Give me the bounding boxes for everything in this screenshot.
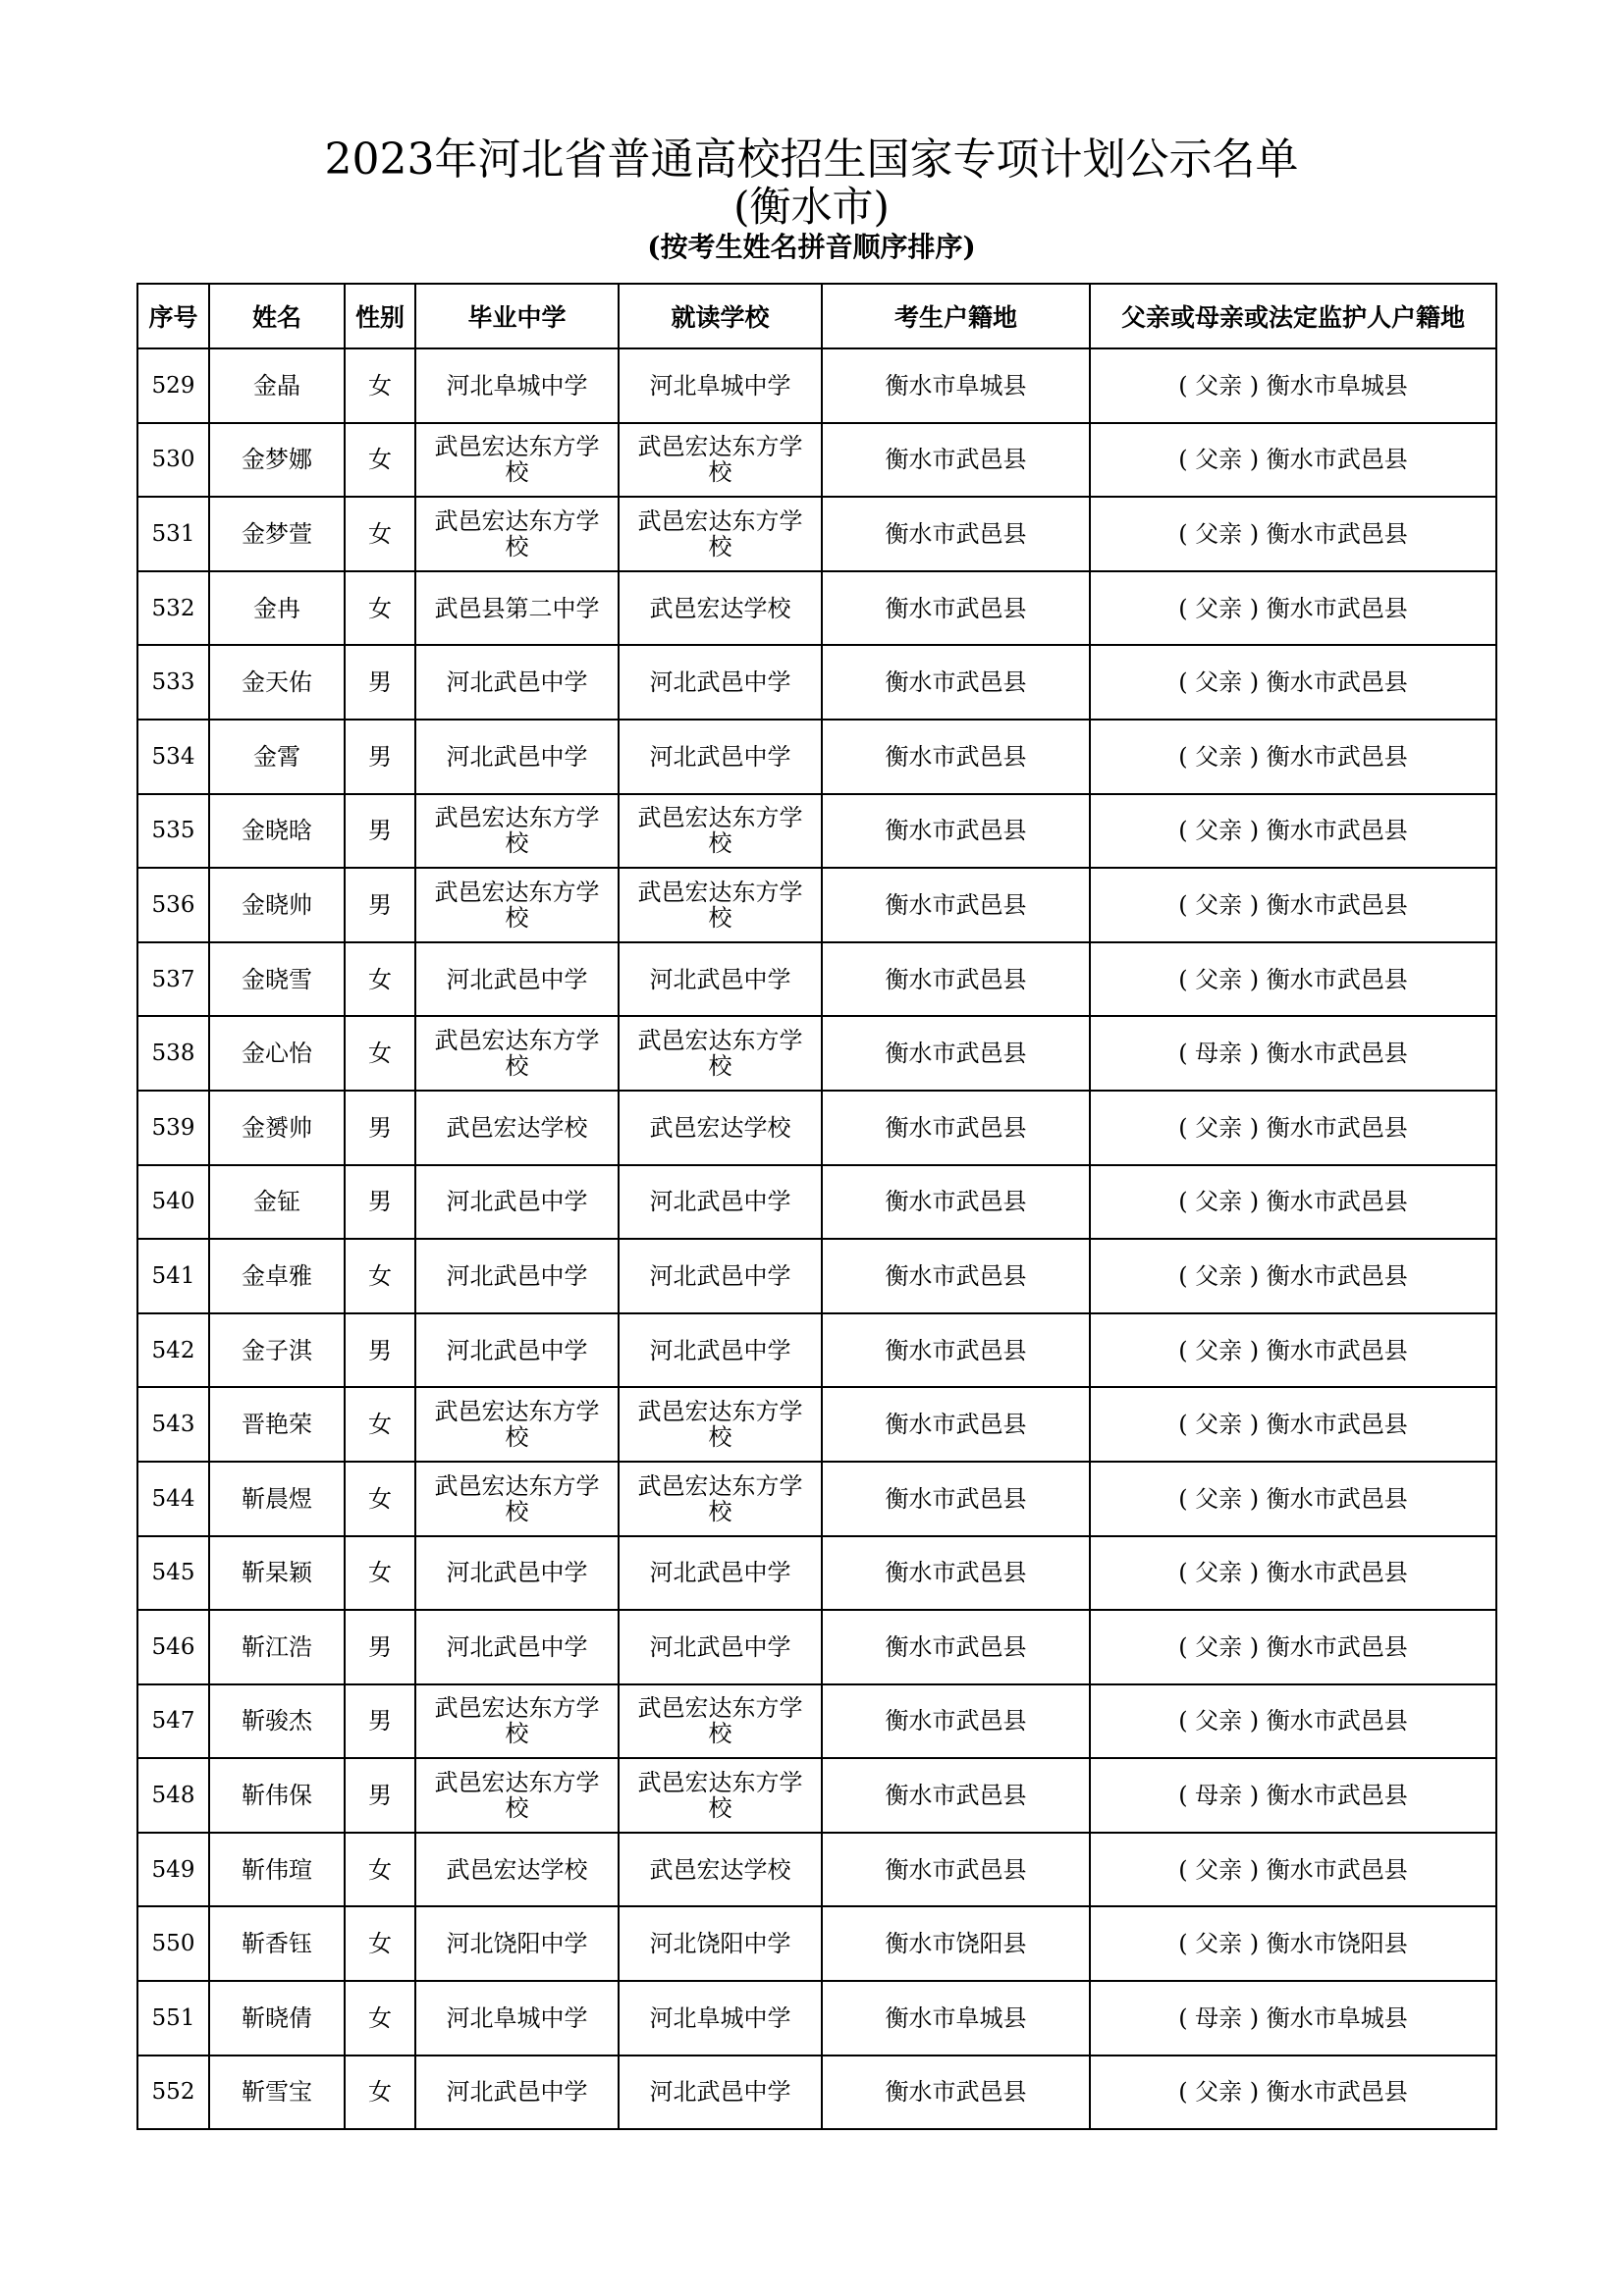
cell-household-registration: 衡水市武邑县 [822,1536,1090,1611]
cell-household-registration: 衡水市饶阳县 [822,1906,1090,1981]
cell-gender: 男 [345,1091,415,1165]
cell-guardian-registration: ( 父亲 ) 衡水市武邑县 [1090,1239,1496,1313]
cell-graduated-school: 河北武邑中学 [415,1313,619,1388]
cell-household-registration: 衡水市武邑县 [822,423,1090,498]
cell-name: 金卓雅 [209,1239,345,1313]
roster-table [136,283,1497,2130]
table-row [137,794,1496,869]
cell-graduated-school: 河北武邑中学 [415,1239,619,1313]
cell-index: 532 [137,571,209,646]
cell-gender: 女 [345,348,415,423]
table-row [137,1165,1496,1240]
cell-graduated-school: 武邑宏达东方学校 [415,1758,619,1833]
column-header-current-school: 就读学校 [619,284,822,348]
cell-current-school: 武邑宏达东方学校 [619,868,822,942]
cell-gender: 男 [345,1684,415,1759]
cell-household-registration: 衡水市武邑县 [822,571,1090,646]
cell-name: 晋艳荣 [209,1387,345,1462]
table-row [137,1239,1496,1313]
cell-graduated-school: 武邑宏达学校 [415,1833,619,1907]
cell-graduated-school: 河北武邑中学 [415,942,619,1017]
cell-household-registration: 衡水市武邑县 [822,1833,1090,1907]
cell-name: 靳江浩 [209,1610,345,1684]
cell-guardian-registration: ( 父亲 ) 衡水市武邑县 [1090,2056,1496,2130]
cell-household-registration: 衡水市武邑县 [822,1313,1090,1388]
cell-current-school: 武邑宏达东方学校 [619,423,822,498]
cell-household-registration: 衡水市武邑县 [822,1758,1090,1833]
cell-name: 金晓帅 [209,868,345,942]
cell-name: 靳晓倩 [209,1981,345,2056]
cell-name: 金子淇 [209,1313,345,1388]
column-header-guardian-registration: 父亲或母亲或法定监护人户籍地 [1090,284,1496,348]
table-row [137,1833,1496,1907]
cell-current-school: 武邑宏达东方学校 [619,1758,822,1833]
cell-name: 靳伟瑄 [209,1833,345,1907]
cell-guardian-registration: ( 父亲 ) 衡水市武邑县 [1090,1610,1496,1684]
cell-current-school: 河北武邑中学 [619,942,822,1017]
cell-index: 552 [137,2056,209,2130]
cell-gender: 女 [345,1239,415,1313]
document-title: 2023年河北省普通高校招生国家专项计划公示名单 [324,134,1299,185]
cell-household-registration: 衡水市武邑县 [822,1610,1090,1684]
cell-household-registration: 衡水市武邑县 [822,1462,1090,1536]
column-header-index: 序号 [137,284,209,348]
cell-current-school: 武邑宏达学校 [619,1833,822,1907]
table-row [137,348,1496,423]
cell-graduated-school: 河北武邑中学 [415,1165,619,1240]
table-row [137,1016,1496,1091]
cell-index: 551 [137,1981,209,2056]
cell-guardian-registration: ( 父亲 ) 衡水市武邑县 [1090,720,1496,794]
table-row [137,1758,1496,1833]
cell-name: 金心怡 [209,1016,345,1091]
cell-name: 金晓雪 [209,942,345,1017]
cell-household-registration: 衡水市武邑县 [822,1016,1090,1091]
cell-index: 533 [137,645,209,720]
cell-current-school: 河北武邑中学 [619,1536,822,1611]
cell-current-school: 武邑宏达学校 [619,571,822,646]
cell-household-registration: 衡水市武邑县 [822,1684,1090,1759]
cell-gender: 女 [345,1387,415,1462]
table-row [137,1313,1496,1388]
table-row [137,1610,1496,1684]
cell-name: 靳杲颖 [209,1536,345,1611]
cell-household-registration: 衡水市武邑县 [822,2056,1090,2130]
cell-household-registration: 衡水市阜城县 [822,348,1090,423]
cell-guardian-registration: ( 父亲 ) 衡水市武邑县 [1090,942,1496,1017]
cell-household-registration: 衡水市武邑县 [822,1165,1090,1240]
cell-graduated-school: 武邑县第二中学 [415,571,619,646]
cell-index: 531 [137,497,209,571]
cell-guardian-registration: ( 母亲 ) 衡水市武邑县 [1090,1016,1496,1091]
cell-guardian-registration: ( 父亲 ) 衡水市武邑县 [1090,1165,1496,1240]
cell-gender: 女 [345,1462,415,1536]
cell-index: 543 [137,1387,209,1462]
cell-gender: 男 [345,645,415,720]
table-header-row [137,284,1496,348]
cell-current-school: 河北武邑中学 [619,1239,822,1313]
cell-gender: 男 [345,868,415,942]
cell-graduated-school: 河北武邑中学 [415,645,619,720]
cell-guardian-registration: ( 父亲 ) 衡水市武邑县 [1090,1536,1496,1611]
cell-guardian-registration: ( 父亲 ) 衡水市武邑县 [1090,868,1496,942]
cell-graduated-school: 河北阜城中学 [415,348,619,423]
cell-guardian-registration: ( 父亲 ) 衡水市武邑县 [1090,645,1496,720]
cell-current-school: 河北阜城中学 [619,1981,822,2056]
cell-index: 547 [137,1684,209,1759]
cell-index: 548 [137,1758,209,1833]
table-row [137,645,1496,720]
cell-current-school: 武邑宏达学校 [619,1091,822,1165]
cell-gender: 女 [345,423,415,498]
cell-guardian-registration: ( 母亲 ) 衡水市武邑县 [1090,1758,1496,1833]
cell-graduated-school: 河北武邑中学 [415,720,619,794]
cell-current-school: 河北武邑中学 [619,2056,822,2130]
table-row [137,1981,1496,2056]
cell-graduated-school: 河北武邑中学 [415,1536,619,1611]
cell-name: 金赟帅 [209,1091,345,1165]
cell-index: 538 [137,1016,209,1091]
cell-gender: 女 [345,2056,415,2130]
cell-gender: 女 [345,1536,415,1611]
cell-gender: 男 [345,720,415,794]
cell-current-school: 武邑宏达东方学校 [619,794,822,869]
cell-gender: 男 [345,794,415,869]
sort-note: (按考生姓名拼音顺序排序) [647,231,976,263]
cell-gender: 男 [345,1758,415,1833]
cell-guardian-registration: ( 父亲 ) 衡水市武邑县 [1090,423,1496,498]
table-row [137,423,1496,498]
cell-guardian-registration: ( 父亲 ) 衡水市武邑县 [1090,1462,1496,1536]
cell-current-school: 武邑宏达东方学校 [619,497,822,571]
column-header-graduated-school: 毕业中学 [415,284,619,348]
cell-gender: 女 [345,1906,415,1981]
cell-index: 550 [137,1906,209,1981]
cell-index: 545 [137,1536,209,1611]
cell-index: 536 [137,868,209,942]
cell-index: 529 [137,348,209,423]
cell-graduated-school: 武邑宏达东方学校 [415,1462,619,1536]
cell-household-registration: 衡水市武邑县 [822,1387,1090,1462]
cell-graduated-school: 河北武邑中学 [415,1610,619,1684]
table-row [137,1906,1496,1981]
cell-name: 金钲 [209,1165,345,1240]
column-header-household-registration: 考生户籍地 [822,284,1090,348]
cell-graduated-school: 河北阜城中学 [415,1981,619,2056]
cell-name: 金晓晗 [209,794,345,869]
cell-name: 金晶 [209,348,345,423]
cell-index: 535 [137,794,209,869]
table-row [137,1387,1496,1462]
cell-current-school: 河北阜城中学 [619,348,822,423]
cell-household-registration: 衡水市武邑县 [822,942,1090,1017]
cell-household-registration: 衡水市武邑县 [822,720,1090,794]
cell-index: 540 [137,1165,209,1240]
column-header-gender: 性别 [345,284,415,348]
cell-guardian-registration: ( 父亲 ) 衡水市武邑县 [1090,1833,1496,1907]
cell-household-registration: 衡水市武邑县 [822,1239,1090,1313]
cell-household-registration: 衡水市阜城县 [822,1981,1090,2056]
document-subtitle: (衡水市) [733,183,890,231]
cell-household-registration: 衡水市武邑县 [822,794,1090,869]
cell-name: 金梦萱 [209,497,345,571]
cell-index: 541 [137,1239,209,1313]
cell-name: 靳伟保 [209,1758,345,1833]
table-row [137,571,1496,646]
cell-gender: 女 [345,942,415,1017]
cell-graduated-school: 武邑宏达东方学校 [415,423,619,498]
cell-current-school: 河北武邑中学 [619,1313,822,1388]
cell-current-school: 河北武邑中学 [619,645,822,720]
cell-gender: 女 [345,1016,415,1091]
cell-name: 金冉 [209,571,345,646]
cell-current-school: 武邑宏达东方学校 [619,1684,822,1759]
cell-household-registration: 衡水市武邑县 [822,645,1090,720]
table-row [137,720,1496,794]
cell-guardian-registration: ( 父亲 ) 衡水市武邑县 [1090,1313,1496,1388]
cell-gender: 女 [345,571,415,646]
cell-index: 530 [137,423,209,498]
cell-name: 靳骏杰 [209,1684,345,1759]
table-row [137,1536,1496,1611]
cell-index: 544 [137,1462,209,1536]
cell-guardian-registration: ( 父亲 ) 衡水市武邑县 [1090,1091,1496,1165]
table-row [137,1462,1496,1536]
cell-guardian-registration: ( 父亲 ) 衡水市饶阳县 [1090,1906,1496,1981]
cell-guardian-registration: ( 母亲 ) 衡水市阜城县 [1090,1981,1496,2056]
table-row [137,1684,1496,1759]
cell-guardian-registration: ( 父亲 ) 衡水市武邑县 [1090,1387,1496,1462]
cell-household-registration: 衡水市武邑县 [822,497,1090,571]
cell-gender: 男 [345,1610,415,1684]
cell-graduated-school: 武邑宏达东方学校 [415,794,619,869]
cell-name: 金梦娜 [209,423,345,498]
cell-current-school: 河北武邑中学 [619,720,822,794]
cell-index: 549 [137,1833,209,1907]
cell-name: 金天佑 [209,645,345,720]
cell-graduated-school: 武邑宏达学校 [415,1091,619,1165]
cell-gender: 女 [345,1981,415,2056]
cell-index: 546 [137,1610,209,1684]
cell-guardian-registration: ( 父亲 ) 衡水市武邑县 [1090,794,1496,869]
column-header-name: 姓名 [209,284,345,348]
cell-index: 537 [137,942,209,1017]
cell-name: 靳雪宝 [209,2056,345,2130]
cell-current-school: 武邑宏达东方学校 [619,1462,822,1536]
cell-graduated-school: 河北武邑中学 [415,2056,619,2130]
cell-guardian-registration: ( 父亲 ) 衡水市武邑县 [1090,1684,1496,1759]
table-row [137,497,1496,571]
cell-graduated-school: 武邑宏达东方学校 [415,1387,619,1462]
cell-graduated-school: 武邑宏达东方学校 [415,1016,619,1091]
cell-gender: 男 [345,1313,415,1388]
cell-index: 542 [137,1313,209,1388]
table-row [137,2056,1496,2130]
cell-gender: 男 [345,1165,415,1240]
cell-index: 534 [137,720,209,794]
cell-graduated-school: 武邑宏达东方学校 [415,1684,619,1759]
cell-graduated-school: 河北饶阳中学 [415,1906,619,1981]
cell-graduated-school: 武邑宏达东方学校 [415,868,619,942]
cell-graduated-school: 武邑宏达东方学校 [415,497,619,571]
cell-current-school: 河北武邑中学 [619,1165,822,1240]
cell-current-school: 河北武邑中学 [619,1610,822,1684]
cell-name: 金霄 [209,720,345,794]
cell-guardian-registration: ( 父亲 ) 衡水市武邑县 [1090,571,1496,646]
table-row [137,868,1496,942]
cell-current-school: 武邑宏达东方学校 [619,1387,822,1462]
cell-guardian-registration: ( 父亲 ) 衡水市武邑县 [1090,497,1496,571]
cell-gender: 女 [345,1833,415,1907]
cell-name: 靳香钰 [209,1906,345,1981]
cell-household-registration: 衡水市武邑县 [822,1091,1090,1165]
table-row [137,942,1496,1017]
cell-index: 539 [137,1091,209,1165]
cell-current-school: 河北饶阳中学 [619,1906,822,1981]
cell-name: 靳晨煜 [209,1462,345,1536]
cell-current-school: 武邑宏达东方学校 [619,1016,822,1091]
cell-guardian-registration: ( 父亲 ) 衡水市阜城县 [1090,348,1496,423]
table-row [137,1091,1496,1165]
cell-household-registration: 衡水市武邑县 [822,868,1090,942]
cell-gender: 女 [345,497,415,571]
